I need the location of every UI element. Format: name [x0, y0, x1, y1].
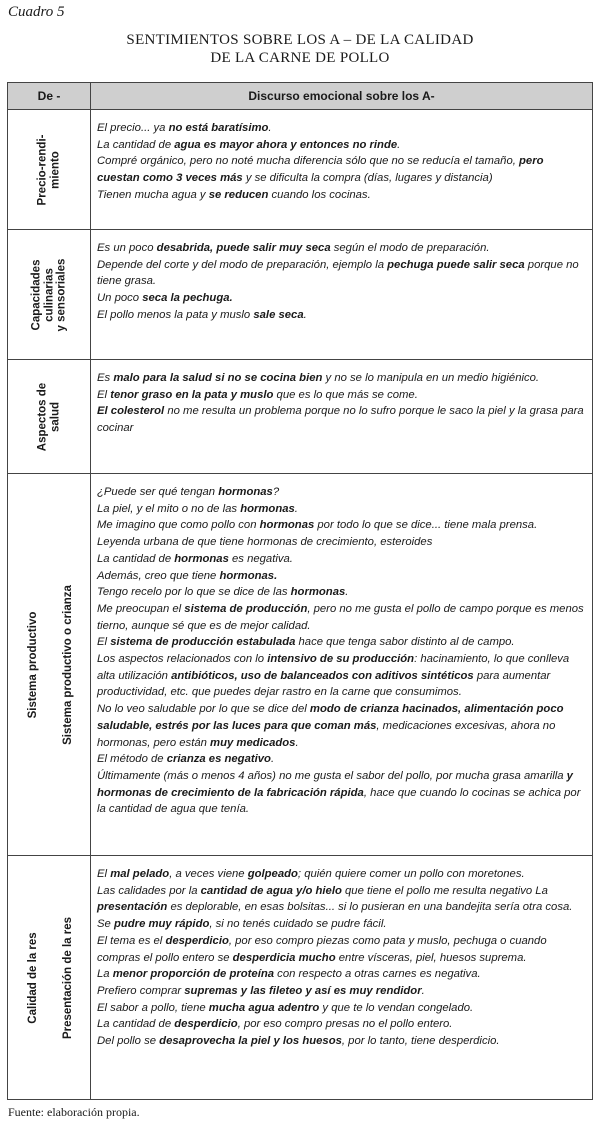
emphasis-text: supremas y las fileteo y así es muy rendidor [184, 984, 422, 997]
discourse-line [97, 387, 586, 404]
discourse-line [97, 534, 586, 551]
plain-text: El [97, 388, 111, 401]
plain-text: con respecto a otras carnes es negativa. [274, 968, 481, 981]
category-cell [8, 856, 91, 1100]
plain-text: es negativa. [228, 552, 293, 565]
category-label [27, 932, 40, 1023]
plain-text: entre vísceras, piel, huesos suprema. [335, 951, 527, 964]
plain-text: Tengo recelo por lo que se dice de las [97, 586, 291, 599]
plain-text: cuando los cocinas. [268, 188, 371, 201]
plain-text: . [421, 984, 425, 997]
discourse-line [97, 584, 586, 601]
emphasis-text: desperdicio [174, 1018, 238, 1031]
plain-text: La cantidad de [97, 1018, 175, 1031]
category-label-line: Calidad de la res [26, 931, 39, 1024]
plain-text: Últimamente (más o menos 4 años) no me gusta el sabor del pollo, por mucha grasa amarilla [97, 769, 567, 782]
emphasis-text: cantidad de agua y/o hielo [200, 884, 342, 897]
emphasis-text: menor proporción de proteína [112, 968, 275, 981]
discourse-line [97, 257, 586, 290]
plain-text: : hacinamiento, lo que conlleva alta utilización [97, 653, 570, 682]
plain-text: , medicaciones excesivas, ahora no hormonas, pero están [97, 719, 556, 749]
plain-text: . [268, 122, 272, 134]
discourse-cell [91, 230, 593, 360]
emphasis-text: hormonas [290, 586, 346, 599]
discourse-line [97, 651, 586, 701]
plain-text: , pero no me gusta el pollo de campo porque es menos tierno, aunque sé que es de mejor calidad. [97, 602, 584, 632]
emphasis-text: hormonas [174, 552, 229, 565]
discourse-line [97, 120, 586, 137]
discourse-line [97, 1000, 586, 1017]
plain-text: La cantidad de [97, 552, 175, 565]
discourse-line [97, 966, 586, 983]
discourse-line [97, 916, 586, 933]
discourse-line [97, 933, 586, 966]
plain-text: Es [97, 372, 114, 384]
discourse-line [97, 484, 586, 501]
plain-text: El [97, 636, 111, 649]
emphasis-text: mucha agua adentro [208, 1001, 320, 1014]
discourse-line [97, 403, 586, 436]
plain-text: Se [97, 918, 114, 931]
category-label [37, 382, 62, 450]
discourse-line [97, 153, 586, 186]
category-label-line: y sensoriales [55, 258, 68, 331]
emphasis-text: hormonas [240, 502, 295, 515]
emphasis-text: muy medicados [210, 736, 296, 749]
plain-text: . [295, 736, 299, 749]
discourse-cell [91, 474, 593, 856]
discourse-line [97, 307, 586, 324]
plain-text: y que te lo vendan congelado. [319, 1001, 474, 1014]
plain-text: y se dificulta la compra (días, lugares y distancia) [242, 172, 493, 185]
emphasis-text: golpeado [247, 868, 298, 880]
plain-text: , por eso compro piezas como pata y muslo, pechuga o cuando compras el pollo entero se [97, 934, 547, 964]
table-row [8, 230, 593, 360]
category-sublabel [62, 916, 75, 1038]
plain-text: hace que tenga sabor distinto al de campo. [295, 636, 515, 649]
plain-text: El sabor a pollo, tiene [97, 1001, 209, 1014]
emphasis-text: tenor graso en la pata y muslo [110, 388, 274, 401]
emphasis-text: hormonas [259, 519, 315, 532]
plain-text: El pollo menos la pata y muslo [97, 308, 254, 321]
plain-text: Además, creo que tiene [97, 569, 220, 582]
plain-text: No lo veo saludable por lo que se dice del [97, 703, 310, 716]
category-label-line: culinarias [42, 267, 55, 322]
plain-text: porque no tiene grasa. [97, 258, 579, 288]
emphasis-text: no está baratísimo [168, 122, 269, 134]
emphasis-text: hormonas [218, 486, 273, 498]
plain-text: , por lo tanto, tiene desperdicio. [341, 1035, 500, 1048]
table-row [8, 110, 593, 230]
plain-text: La piel, y el mito o no de las [97, 502, 241, 515]
plain-text: que tiene el pollo me resulta negativo La [341, 884, 548, 897]
plain-text: Compré orgánico, pero no noté mucha diferencia sólo que no se reducía el tamaño, [97, 155, 520, 168]
plain-text: según el modo de preparación. [330, 242, 490, 254]
discourse-line [97, 1016, 586, 1033]
header-discourse: Discurso emocional sobre los A- [91, 83, 593, 110]
plain-text: El precio... ya [97, 122, 169, 134]
table-row [8, 360, 593, 474]
emphasis-text: agua es mayor ahora y entonces no rinde [174, 138, 398, 151]
emphasis-text: sale seca [253, 308, 304, 321]
discourse-line [97, 751, 586, 768]
discourse-line [97, 551, 586, 568]
emphasis-text: malo para la salud si no se cocina bien [113, 372, 323, 384]
plain-text: Tienen mucha agua y [97, 188, 209, 201]
table-caption: Cuadro 5 [8, 4, 65, 20]
emphasis-text: desabrida, puede salir muy seca [156, 242, 331, 254]
plain-text: El método de [97, 753, 167, 766]
plain-text: que es lo que más se come. [273, 388, 418, 401]
discourse-cell [91, 856, 593, 1100]
plain-text: Los aspectos relacionados con lo [97, 653, 268, 666]
plain-text: . [345, 586, 349, 599]
plain-text: La cantidad de [97, 138, 175, 151]
emphasis-text: modo de crianza hacinados, alimentación poco saludable, estrés por las luces para que coman más [97, 703, 564, 732]
plain-text: para aumentar productividad, etc. que puedes dejar rastro en la carne que consumimos. [97, 669, 551, 699]
discourse-line [97, 290, 586, 307]
emphasis-text: pudre muy rápido [113, 918, 210, 931]
emphasis-text: intensivo de su producción [267, 653, 415, 666]
table-title [0, 31, 600, 67]
emphasis-text: sistema de producción [184, 602, 308, 615]
plain-text: , hace que cuando lo cocinas se achica por la cantidad de agua que tenía. [97, 786, 581, 816]
discourse-line [97, 983, 586, 1000]
emphasis-text: pechuga puede salir seca [387, 258, 525, 271]
discourse-line [97, 240, 586, 257]
category-label [30, 258, 68, 331]
emphasis-text: antibióticos, uso de balanceados con aditivos sintéticos [171, 669, 474, 682]
emphasis-text: desperdicio [165, 934, 229, 947]
title-line-2: DE LA CARNE DE POLLO [210, 50, 390, 66]
category-cell [8, 110, 91, 230]
discourse-line [97, 1033, 586, 1050]
plain-text: Me preocupan el [97, 602, 185, 615]
plain-text: El tema es el [97, 934, 166, 947]
emphasis-text: se reducen [208, 188, 269, 201]
plain-text: Leyenda urbana de que tiene hormonas de crecimiento, esteroides [97, 536, 433, 549]
category-label-line: Capacidades [30, 259, 43, 330]
plain-text: . [270, 753, 275, 766]
discourse-line [97, 568, 586, 585]
discourse-line [97, 883, 586, 916]
plain-text: ; quién quiere comer un pollo con moretones. [297, 868, 525, 880]
plain-text: , si no tenés cuidado se pudre fácil. [209, 918, 387, 931]
category-label-line: Precio-rendi- [36, 134, 49, 205]
category-label-line: Sistema productivo o crianza [61, 584, 74, 745]
plain-text: Prefiero comprar [97, 984, 185, 997]
plain-text: La [97, 968, 113, 981]
plain-text: por todo lo que se dice... tiene mala prensa. [314, 519, 538, 532]
emphasis-text: hormonas. [219, 569, 278, 582]
discourse-line [97, 187, 586, 204]
discourse-line [97, 501, 586, 518]
emphasis-text: mal pelado [110, 868, 170, 880]
category-label-line: Sistema productivo [26, 611, 39, 718]
emphasis-text: pero cuestan como 3 veces más [97, 155, 544, 185]
table-row [8, 474, 593, 856]
header-category: De - [8, 83, 91, 110]
category-cell [8, 474, 91, 856]
plain-text: . [397, 138, 401, 151]
category-label [27, 611, 40, 718]
category-cell [8, 230, 91, 360]
category-label-line: salud [49, 401, 61, 432]
category-label-line: Aspectos de [36, 382, 49, 451]
category-label-line: Presentación de la res [61, 916, 74, 1039]
discourse-line [97, 634, 586, 651]
plain-text: . [303, 308, 307, 321]
plain-text: Las calidades por la [97, 884, 201, 897]
discourse-line [97, 137, 586, 154]
emphasis-text: desperdicia mucho [232, 951, 336, 964]
table-row [8, 856, 593, 1100]
discourse-line [97, 517, 586, 534]
category-cell [8, 360, 91, 474]
emphasis-text: seca la pechuga. [142, 292, 233, 305]
plain-text: , a veces viene [169, 868, 248, 880]
category-label-line: miento [49, 150, 61, 189]
discourse-cell [91, 360, 593, 474]
plain-text: Me imagino que como pollo con [97, 519, 260, 532]
plain-text: . [294, 502, 298, 515]
plain-text: , por eso compro presas no el pollo entero. [237, 1018, 453, 1031]
plain-text: Un poco [97, 292, 143, 305]
emphasis-text: desaprovecha la piel y los huesos [159, 1035, 342, 1048]
emphasis-text: El colesterol [97, 405, 165, 418]
header-row [8, 83, 593, 110]
category-sublabel [62, 585, 75, 745]
discourse-line [97, 701, 586, 751]
plain-text: ¿Puede ser qué tengan [97, 486, 219, 498]
plain-text: Es un poco [97, 242, 157, 254]
title-line-1: SENTIMIENTOS SOBRE LOS A – DE LA CALIDAD [126, 32, 474, 48]
plain-text: Depende del corte y del modo de preparación, ejemplo la [97, 258, 388, 271]
feelings-table [7, 82, 593, 1100]
discourse-line [97, 370, 586, 387]
plain-text: no me resulta un problema porque no lo sufro porque le saco la piel y la grasa para cocinar [97, 405, 584, 435]
plain-text: El [97, 868, 111, 880]
emphasis-text: presentación [97, 901, 168, 914]
emphasis-text: sistema de producción estabulada [110, 636, 296, 649]
discourse-line [97, 601, 586, 634]
discourse-cell [91, 110, 593, 230]
emphasis-text: crianza es negativo [166, 753, 271, 766]
plain-text: es deplorable, en esas bolsitas... si lo pusieran en una bandejita sería otra cosa. [167, 901, 573, 914]
plain-text: Del pollo se [97, 1035, 160, 1048]
source-note: Fuente: elaboración propia. [8, 1105, 140, 1119]
emphasis-text: y hormonas de crecimiento de la fabricación rápida [97, 769, 573, 799]
discourse-line [97, 768, 586, 818]
discourse-line [97, 866, 586, 883]
plain-text: ? [272, 486, 280, 498]
category-label [37, 134, 62, 205]
plain-text: y no se lo manipula en un medio higiénico. [322, 372, 540, 384]
